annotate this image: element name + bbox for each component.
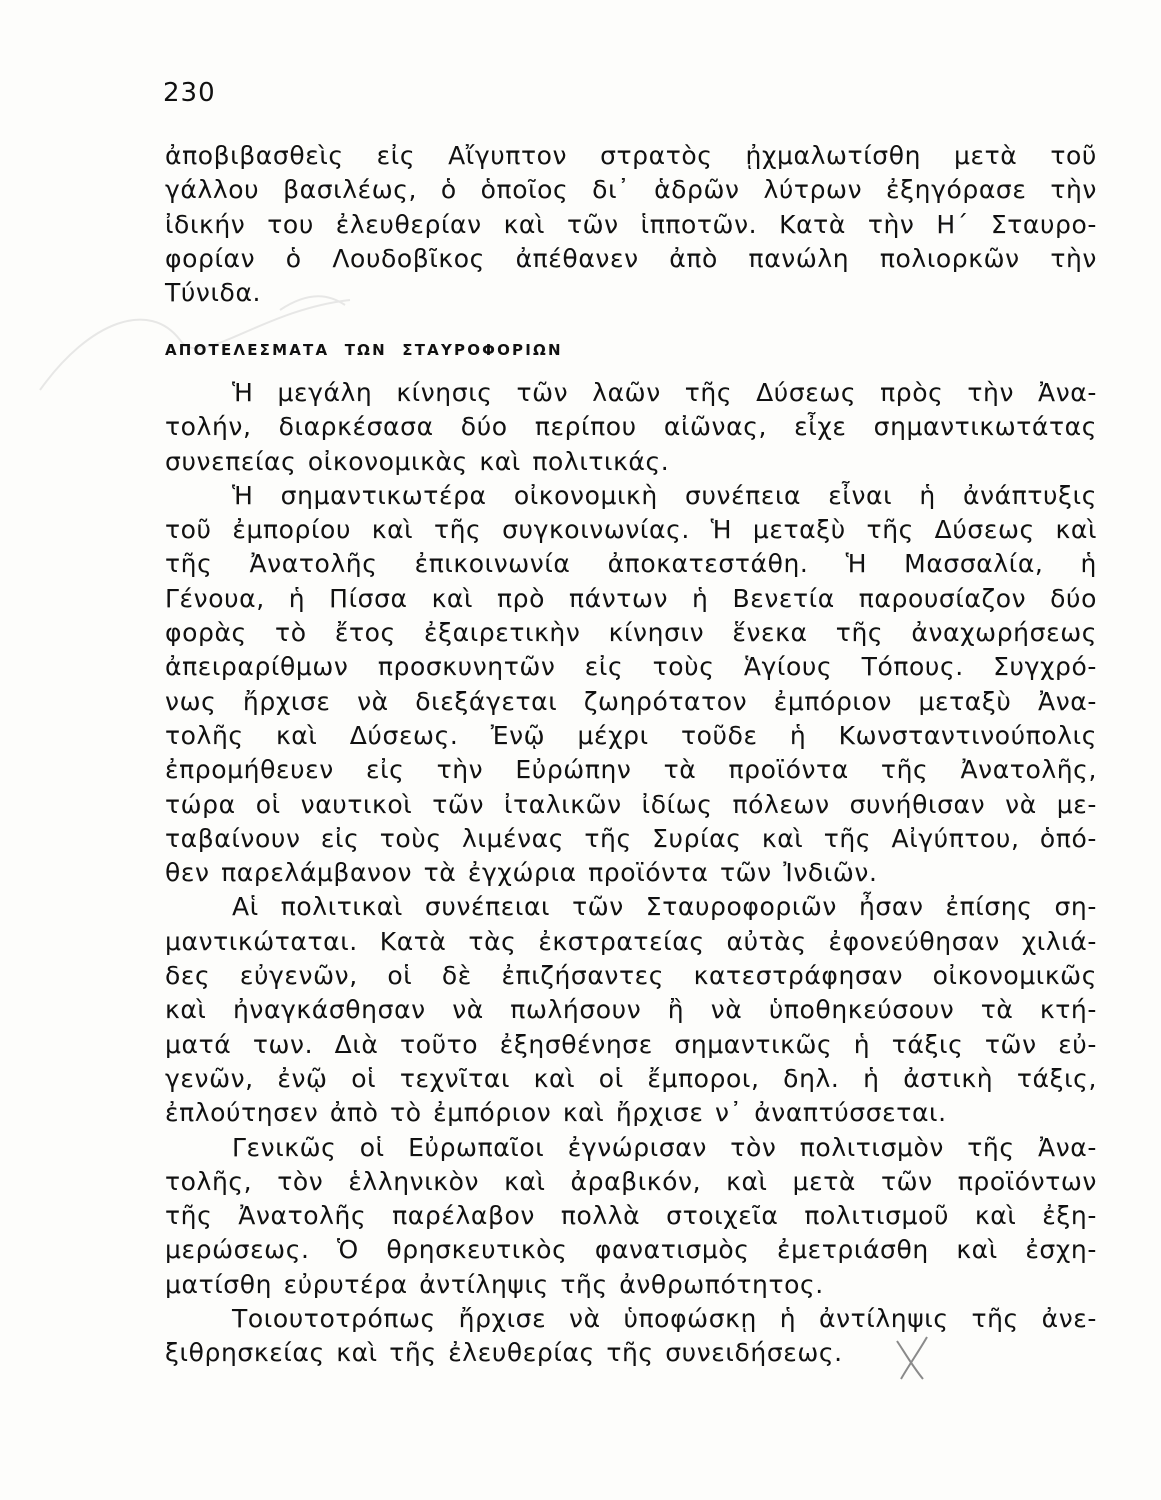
text-line: συνεπείας οἰκονομικὰς καὶ πολιτικάς.	[165, 446, 670, 476]
text-line: ἰδικήν του ἐλευθερίαν καὶ τῶν ἱπποτῶν. Κατὰ τὴν Η΄ Σταυρο-	[165, 209, 1097, 239]
text-line: φορὰς τὸ ἔτος ἐξαιρετικὴν κίνησιν ἕνεκα τῆς ἀναχωρήσεως	[165, 618, 1097, 648]
text-line: τῆς Ἀνατολῆς παρέλαβον πολλὰ στοιχεῖα πολιτισμοῦ καὶ ἐξη-	[165, 1201, 1097, 1231]
text-line: μαντικώταται. Κατὰ τὰς ἐκστρατείας αὐτὰς ἐφονεύθησαν χιλιά-	[165, 926, 1097, 956]
text-line: ἀποβιβασθεὶς εἰς Αἴγυπτον στρατὸς ᾐχμαλωτίσθη μετὰ τοῦ	[165, 141, 1097, 170]
text-line: γενῶν, ἐνῷ οἱ τεχνῖται καὶ οἱ ἔμποροι, δηλ. ἡ ἀστικὴ τάξις,	[165, 1063, 1097, 1093]
pencil-check-mark	[893, 1333, 933, 1383]
text-line: νως ἤρχισε νὰ διεξάγεται ζωηρότατον ἐμπόριον μεταξὺ Ἀνα-	[165, 686, 1097, 716]
text-line: φορίαν ὁ Λουδοβῖκος ἀπέθανεν ἀπὸ πανώλη πολιορκῶν τὴν	[165, 243, 1097, 273]
text-line: ἐπρομήθευεν εἰς τὴν Εὐρώπην τὰ προϊόντα τῆς Ἀνατολῆς,	[165, 755, 1097, 785]
text-line: τῆς Ἀνατολῆς ἐπικοινωνία ἀποκατεστάθη. Ἡ Μασσαλία, ἡ	[165, 549, 1097, 579]
text-line: Γένουα, ἡ Πίσσα καὶ πρὸ πάντων ἡ Βενετία παρουσίαζον δύο	[165, 583, 1097, 613]
text-line: γάλλου βασιλέως, ὁ ὁποῖος δι᾽ ἁδρῶν λύτρων ἐξηγόρασε τὴν	[165, 175, 1097, 205]
text-line: ματά των. Διὰ τοῦτο ἐξησθένησε σημαντικῶς ἡ τάξις τῶν εὐ-	[165, 1029, 1097, 1059]
text-line: τώρα οἱ ναυτικοὶ τῶν ἰταλικῶν ἰδίως πόλεων συνήθισαν νὰ με-	[165, 789, 1097, 819]
text-line: Τοιουτοτρόπως ἤρχισε νὰ ὑποφώσκῃ ἡ ἀντίληψις τῆς ἀνε-	[232, 1304, 1097, 1334]
text-line: ἐπλούτησεν ἀπὸ τὸ ἐμπόριον καὶ ἤρχισε ν᾽ ἀναπτύσσεται.	[165, 1098, 947, 1128]
text-line: ξιθρησκείας καὶ τῆς ἐλευθερίας τῆς συνειδήσεως.	[165, 1338, 843, 1368]
page-number: 230	[163, 78, 216, 108]
text-line: τολῆς, τὸν ἑλληνικὸν καὶ ἀραβικόν, καὶ μετὰ τῶν προϊόντων	[165, 1166, 1097, 1196]
intro-paragraph	[165, 139, 1097, 310]
text-line: θεν παρελάμβανον τὰ ἐγχώρια προϊόντα τῶν Ἰνδιῶν.	[165, 858, 878, 888]
text-line: Γενικῶς οἱ Εὐρωπαῖοι ἐγνώρισαν τὸν πολιτισμὸν τῆς Ἀνα-	[232, 1132, 1097, 1162]
text-line: ἀπειραρίθμων προσκυνητῶν εἰς τοὺς Ἁγίους Τόπους. Συγχρό-	[165, 652, 1097, 682]
section-heading: ΑΠΟΤΕΛΕΣΜΑΤΑ ΤΩΝ ΣΤΑΥΡΟΦΟΡΙΩΝ	[165, 341, 563, 359]
text-line: ματίσθη εὐρυτέρα ἀντίληψις τῆς ἀνθρωπότητος.	[165, 1269, 824, 1299]
text-line: δες εὐγενῶν, οἱ δὲ ἐπιζήσαντες κατεστράφησαν οἰκονομικῶς	[165, 961, 1097, 991]
text-line: Αἱ πολιτικαὶ συνέπειαι τῶν Σταυροφοριῶν ἦσαν ἐπίσης ση-	[232, 892, 1097, 922]
text-line: ταβαίνουν εἰς τοὺς λιμένας τῆς Συρίας καὶ τῆς Αἰγύπτου, ὁπό-	[165, 823, 1097, 853]
text-line: τολῆς καὶ Δύσεως. Ἐνῷ μέχρι τοῦδε ἡ Κωνσταντινούπολις	[165, 720, 1097, 750]
text-line: τολήν, διαρκέσασα δύο περίπου αἰῶνας, εἶχε σημαντικωτάτας	[165, 412, 1097, 442]
text-line: μερώσεως. Ὁ θρησκευτικὸς φανατισμὸς ἐμετριάσθη καὶ ἐσχη-	[165, 1235, 1097, 1265]
body-text	[165, 376, 1097, 1371]
text-line: Ἡ μεγάλη κίνησις τῶν λαῶν τῆς Δύσεως πρὸς τὴν Ἀνα-	[232, 378, 1097, 407]
text-line: Τύνιδα.	[165, 278, 262, 308]
text-line: Ἡ σημαντικωτέρα οἰκονομικὴ συνέπεια εἶναι ἡ ἀνάπτυξις	[232, 480, 1097, 510]
text-line: καὶ ἠναγκάσθησαν νὰ πωλήσουν ἢ νὰ ὑποθηκεύσουν τὰ κτή-	[165, 995, 1097, 1025]
text-line: τοῦ ἐμπορίου καὶ τῆς συγκοινωνίας. Ἡ μεταξὺ τῆς Δύσεως καὶ	[165, 515, 1097, 545]
